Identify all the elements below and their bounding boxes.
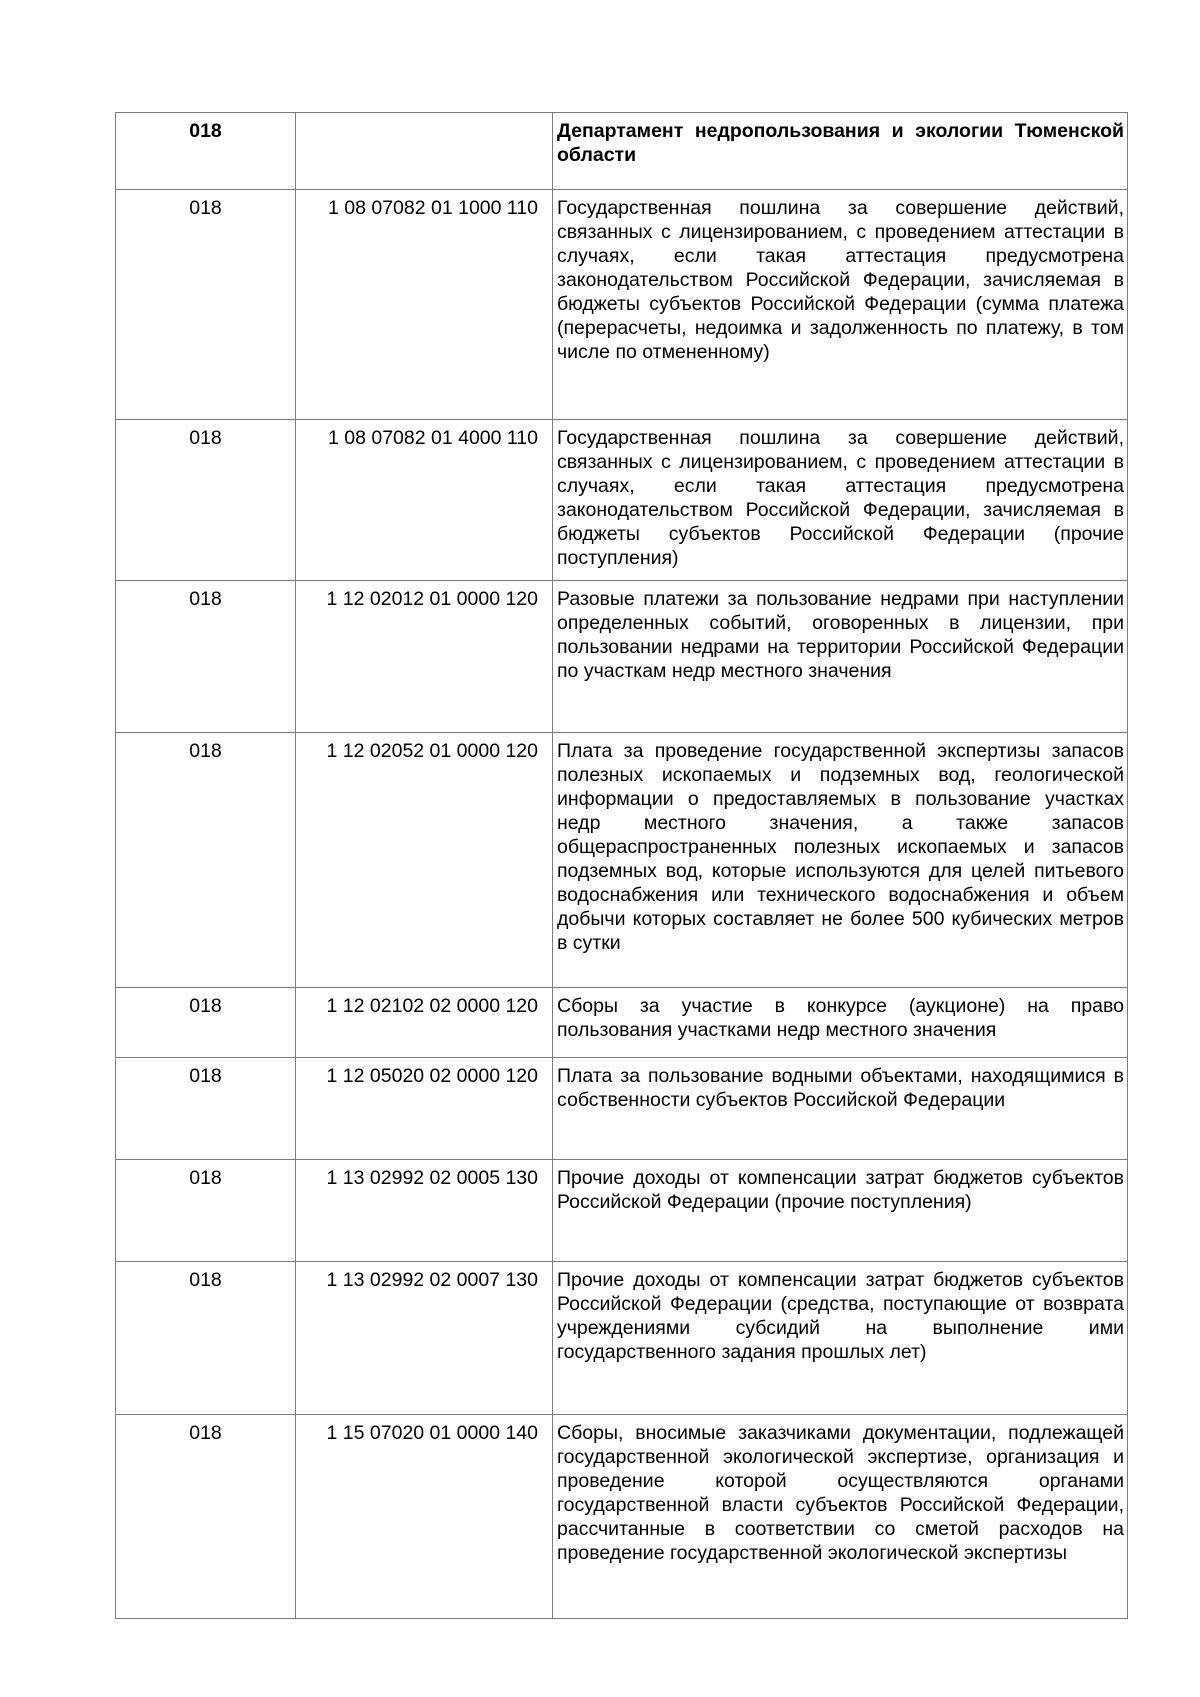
income-name-cell: Плата за пользование водными объектами, находящимися в собственности субъектов Российской Федерации [553, 1058, 1128, 1160]
income-codes-table [115, 112, 1128, 1619]
admin-code-cell: 018 [116, 113, 296, 190]
table-row [116, 1262, 1128, 1415]
table-row [116, 1415, 1128, 1619]
income-code-cell [296, 113, 553, 190]
admin-code-cell: 018 [116, 1160, 296, 1262]
table-row [116, 581, 1128, 733]
income-name-cell: Плата за проведение государственной экспертизы запасов полезных ископаемых и подземных вод, геологической информации о предоставляемых в пользование участках недр местного значения, а также запасов общераспространенных полезных ископаемых и запасов подземных вод, которые используются для целей питьевого водоснабжения или технического водоснабжения и объем добычи которых составляет не более 500 кубических метров в сутки [553, 733, 1128, 988]
income-code-cell: 1 12 02102 02 0000 120 [296, 988, 553, 1058]
income-code-cell: 1 12 05020 02 0000 120 [296, 1058, 553, 1160]
table-row [116, 988, 1128, 1058]
income-name-cell: Государственная пошлина за совершение действий, связанных с лицензированием, с проведением аттестации в случаях, если такая аттестация предусмотрена законодательством Российской Федерации, зачисляемая в бюджеты субъектов Российской Федерации (прочие поступления) [553, 420, 1128, 581]
income-name-cell: Сборы за участие в конкурсе (аукционе) на право пользования участками недр местного значения [553, 988, 1128, 1058]
admin-code-cell: 018 [116, 420, 296, 581]
income-name-cell: Разовые платежи за пользование недрами при наступлении определенных событий, оговоренных в лицензии, при пользовании недрами на территории Российской Федерации по участкам недр местного значения [553, 581, 1128, 733]
income-code-cell: 1 13 02992 02 0005 130 [296, 1160, 553, 1262]
table-row [116, 1160, 1128, 1262]
income-code-cell: 1 08 07082 01 4000 110 [296, 420, 553, 581]
department-name-cell: Департамент недропользования и экологии Тюменской области [553, 113, 1128, 190]
income-code-cell: 1 08 07082 01 1000 110 [296, 190, 553, 420]
admin-code-cell: 018 [116, 988, 296, 1058]
income-name-cell: Прочие доходы от компенсации затрат бюджетов субъектов Российской Федерации (прочие поступления) [553, 1160, 1128, 1262]
income-name-cell: Сборы, вносимые заказчиками документации, подлежащей государственной экологической экспертизе, организация и проведение которой осуществляются органами государственной власти субъектов Российской Федерации, рассчитанные в соответствии со сметой расходов на проведение государственной экологической экспертизы [553, 1415, 1128, 1619]
admin-code-cell: 018 [116, 733, 296, 988]
income-name-cell: Государственная пошлина за совершение действий, связанных с лицензированием, с проведением аттестации в случаях, если такая аттестация предусмотрена законодательством Российской Федерации, зачисляемая в бюджеты субъектов Российской Федерации (сумма платежа (перерасчеты, недоимка и задолженность по платежу, в том числе по отмененному) [553, 190, 1128, 420]
table-row [116, 190, 1128, 420]
income-name-cell: Прочие доходы от компенсации затрат бюджетов субъектов Российской Федерации (средства, поступающие от возврата учреждениями субсидий на выполнение ими государственного задания прошлых лет) [553, 1262, 1128, 1415]
income-code-cell: 1 12 02052 01 0000 120 [296, 733, 553, 988]
department-header-row [116, 113, 1128, 190]
admin-code-cell: 018 [116, 1415, 296, 1619]
admin-code-cell: 018 [116, 1058, 296, 1160]
table-row [116, 733, 1128, 988]
admin-code-cell: 018 [116, 1262, 296, 1415]
income-code-cell: 1 15 07020 01 0000 140 [296, 1415, 553, 1619]
table-row [116, 420, 1128, 581]
admin-code-cell: 018 [116, 190, 296, 420]
income-code-cell: 1 13 02992 02 0007 130 [296, 1262, 553, 1415]
admin-code-cell: 018 [116, 581, 296, 733]
table-row [116, 1058, 1128, 1160]
income-code-cell: 1 12 02012 01 0000 120 [296, 581, 553, 733]
